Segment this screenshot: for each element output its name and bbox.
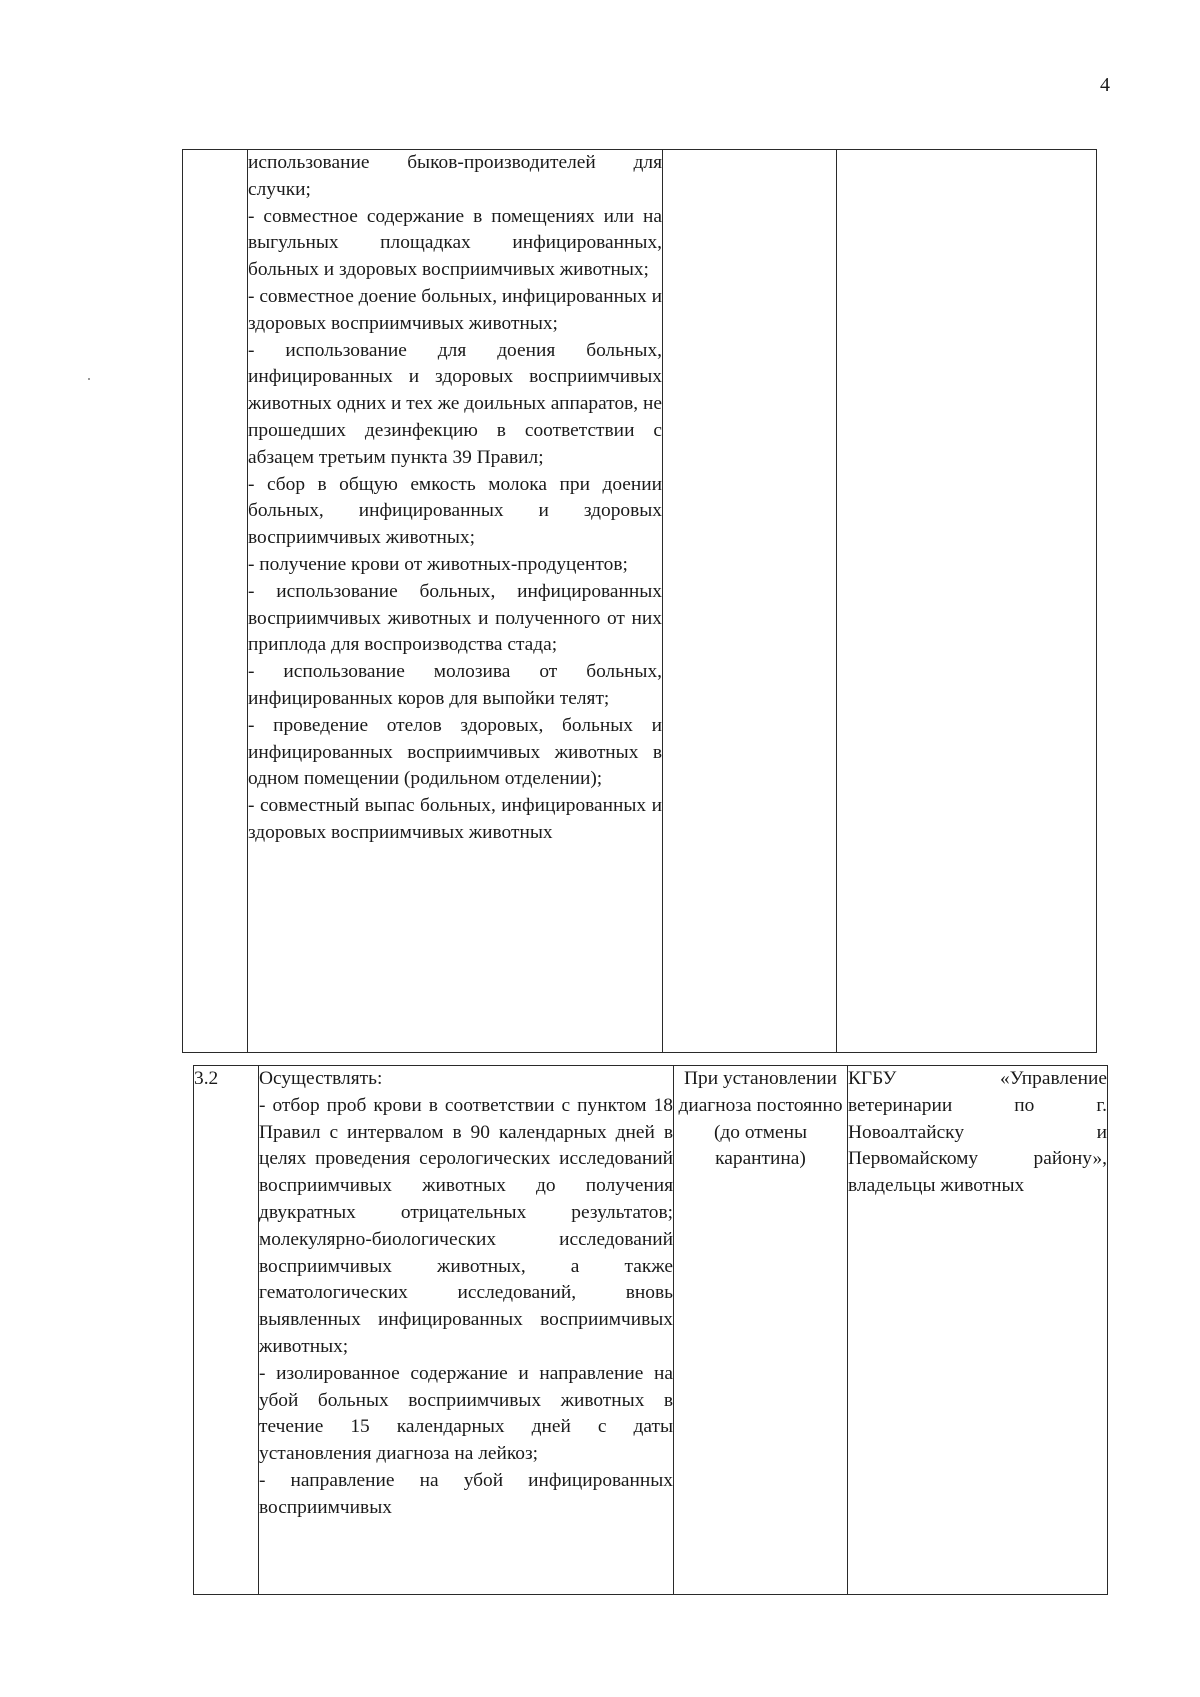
measure-cell (259, 1066, 674, 1595)
measure-line: - использование молозива от больных, инфицированных коров для выпойки телят; (248, 661, 662, 709)
responsible-cell: КГБУ «Управление ветеринарии по г. Новоалтайску и Первомайскому району», владельцы животных (848, 1066, 1108, 1595)
measure-line: - получение крови от животных-продуцентов; (248, 553, 628, 575)
measure-line: - проведение отелов здоровых, больных и инфицированных восприимчивых животных в одном помещении (родильном отделении); (248, 714, 662, 790)
measure-line: - отбор проб крови в соответствии с пунктом 18 Правил с интервалом в 90 календарных дней в целях проведения серологических исследований восприимчивых животных до получения двукратных отрицательных результатов; молекулярно-биологических исследований восприимчивых животных, а также гематологических исследований, вновь выявленных инфицированных восприимчивых животных; (259, 1094, 673, 1357)
term-cell (663, 150, 837, 1053)
measure-cell (248, 150, 663, 1053)
measure-line: - направление на убой инфицированных восприимчивых (259, 1469, 673, 1518)
measure-line: - сбор в общую емкость молока при доении больных, инфицированных и здоровых восприимчивых животных; (248, 473, 662, 549)
table-row (183, 150, 1097, 1053)
measure-line: - совместное доение больных, инфицированных и здоровых восприимчивых животных; (248, 285, 662, 334)
table-row (194, 1066, 1108, 1595)
measures-table (193, 1065, 1108, 1595)
measure-line: Осуществлять: (259, 1068, 383, 1089)
measures-table-continued (182, 149, 1097, 1053)
page-number: 4 (1100, 74, 1110, 96)
row-number-cell (183, 150, 248, 1053)
measure-line: - использование больных, инфицированных восприимчивых животных и полученного от них приплода для воспроизводства стада; (248, 580, 662, 656)
measure-line: - совместный выпас больных, инфицированных и здоровых восприимчивых животных (248, 795, 662, 843)
measure-line: - использование для доения больных, инфицированных и здоровых восприимчивых животных одних и тех же доильных аппаратов, не прошедших дезинфекцию в соответствии с абзацем третьим пункта 39 Правил; (248, 339, 662, 468)
responsible-cell (837, 150, 1097, 1053)
term-cell: При установлении диагноза постоянно (до отмены карантина) (674, 1066, 848, 1595)
measure-line: - изолированное содержание и направление на убой больных восприимчивых животных в течение 15 календарных дней с даты установления диагноза на лейкоз; (259, 1362, 673, 1465)
row-number-cell: 3.2 (194, 1066, 259, 1595)
measure-line: - совместное содержание в помещениях или на выгульных площадках инфицированных, больных и здоровых восприимчивых животных; (248, 205, 662, 281)
scan-dot (88, 378, 90, 380)
measure-line: использование быков-производителей для случки; (248, 152, 662, 200)
